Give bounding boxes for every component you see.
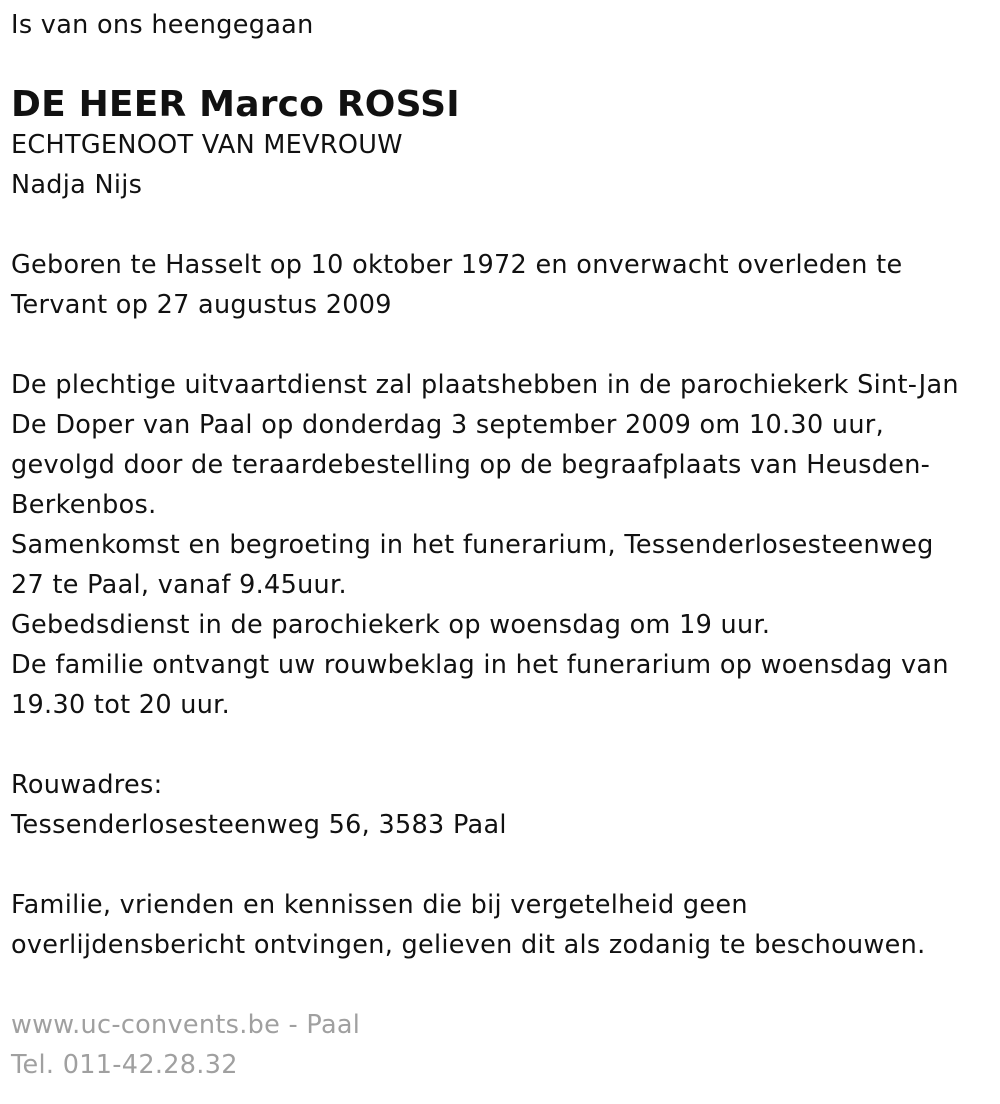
notice-line: overlijdensbericht ontvingen, gelieven dit als zodanig te beschouwen.	[11, 930, 926, 960]
deceased-name: DE HEER Marco ROSSI	[11, 84, 460, 125]
spacer	[11, 205, 986, 245]
address-label: Rouwadres:	[11, 770, 163, 800]
intro-text: Is van ons heengegaan	[11, 10, 314, 40]
birth-death-line: Tervant op 27 augustus 2009	[11, 290, 392, 320]
spacer	[11, 845, 986, 885]
footer-phone: Tel. 011-42.28.32	[11, 1050, 238, 1080]
notice-line: Familie, vrienden en kennissen die bij vergetelheid geen	[11, 890, 748, 920]
spouse-label: ECHTGENOOT VAN MEVROUW	[11, 130, 403, 160]
ceremony-line: Gebedsdienst in de parochiekerk op woensdag om 19 uur.	[11, 610, 771, 640]
footer-website: www.uc-convents.be - Paal	[11, 1010, 361, 1040]
spacer	[11, 45, 986, 85]
ceremony-line: Samenkomst en begroeting in het funerarium, Tessenderlosesteenweg	[11, 530, 934, 560]
spacer	[11, 325, 986, 365]
mourning-address: Tessenderlosesteenweg 56, 3583 Paal	[11, 810, 507, 840]
spouse-name: Nadja Nijs	[11, 170, 143, 200]
birth-death-paragraph	[11, 245, 986, 325]
ceremony-line: De familie ontvangt uw rouwbeklag in het funerarium op woensdag van	[11, 650, 949, 680]
ceremony-line: 27 te Paal, vanaf 9.45uur.	[11, 570, 347, 600]
spacer	[11, 965, 986, 1005]
ceremony-line: Berkenbos.	[11, 490, 157, 520]
ceremony-line: De Doper van Paal op donderdag 3 september 2009 om 10.30 uur,	[11, 410, 884, 440]
obituary-notice	[11, 0, 986, 1085]
ceremony-line: De plechtige uitvaartdienst zal plaatshebben in de parochiekerk Sint-Jan	[11, 370, 959, 400]
ceremony-line: gevolgd door de teraardebestelling op de begraafplaats van Heusden-	[11, 450, 931, 480]
notice-paragraph	[11, 885, 986, 965]
ceremony-line: 19.30 tot 20 uur.	[11, 690, 231, 720]
birth-death-line: Geboren te Hasselt op 10 oktober 1972 en onverwacht overleden te	[11, 250, 903, 280]
ceremony-paragraph	[11, 365, 986, 725]
spacer	[11, 725, 986, 765]
